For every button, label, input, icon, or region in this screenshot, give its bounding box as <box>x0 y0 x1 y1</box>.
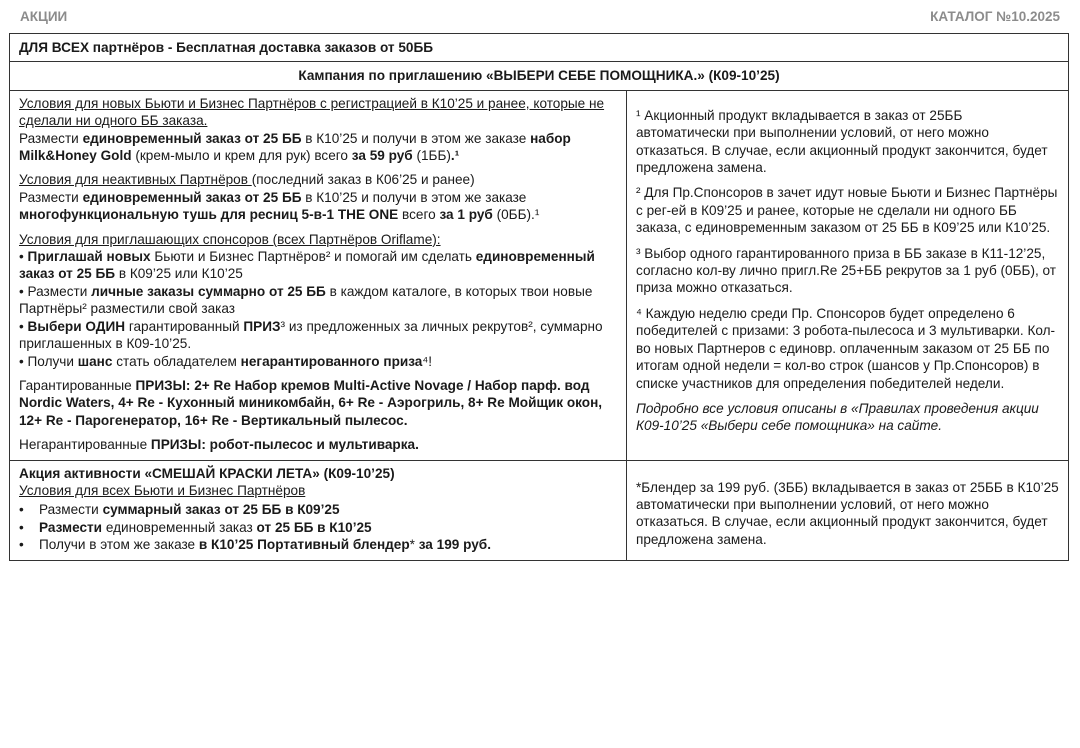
text-run: • <box>19 318 28 334</box>
text-run: суммарный заказ от 25 ББ в К09’25 <box>102 502 340 518</box>
text-run: единовременный заказ <box>102 519 257 535</box>
text-run: (0ББ).¹ <box>492 207 540 223</box>
nonguaranteed-prizes <box>19 436 617 453</box>
rules-reference: Подробно все условия описаны в «Правилах проведения акции К09-10’25 «Выбери себе помощника» на сайте. <box>636 400 1039 434</box>
footnote-4: ⁴ Каждую неделю среди Пр. Спонсоров будет определено 6 победителей с призами: 3 робота-пылесоса и 3 мультиварки. Кол-во новых Партнеров с единовр. оплаченным заказом от 25 ББ по итогам одной недели = кол-во строк (шансов у Пр.Спонсоров) в списке участников для определения победителей недели. <box>636 305 1056 391</box>
text-run: • <box>19 249 28 265</box>
text-run: за 199 руб. <box>418 537 491 553</box>
text-run: многофункциональную тушь для ресниц 5-в-1 THE ONE <box>19 207 399 223</box>
activity-item-3 <box>19 536 617 553</box>
text-run: стать обладателем <box>112 353 241 369</box>
new-partners-text <box>19 130 617 165</box>
text-run: в К10’25 и получи в этом же заказе <box>301 189 527 205</box>
text-run: единовременный заказ от 25 ББ <box>19 249 595 282</box>
text-run: Приглашай новых <box>27 249 151 265</box>
text-run: Размести <box>19 189 83 205</box>
inactive-partners-heading <box>19 171 617 188</box>
text-run: ПРИЗЫ: робот-пылесос и мультиварка. <box>150 437 419 453</box>
inactive-partners-text <box>19 189 617 224</box>
text-run: ⁴! <box>422 353 432 369</box>
activity-subheading: Условия для всех Бьюти и Бизнес Партнёров <box>19 482 306 498</box>
sponsor-bullet-4 <box>19 353 617 370</box>
activity-promo-row <box>10 461 1068 560</box>
campaign-conditions <box>10 91 627 460</box>
activity-item-1 <box>19 501 617 518</box>
text-run: Размести <box>39 519 103 535</box>
text-run: за 59 руб <box>351 148 413 164</box>
activity-footnote <box>627 461 1068 560</box>
free-delivery-row: ДЛЯ ВСЕХ партнёров - Бесплатная доставка заказов от 50ББ <box>10 34 1068 62</box>
text-run: • Получи <box>19 353 78 369</box>
text-run: шанс <box>77 353 113 369</box>
campaign-footnotes <box>627 91 1068 460</box>
footnote-2: ² Для Пр.Спонсоров в зачет идут новые Бьюти и Бизнес Партнёры с рег-ей в К09’25 и ранее, которые не сделали ни одного ББ заказа, с единовременным заказом от 25 ББ в К09’25 или К10’25. <box>636 185 1058 236</box>
text-run: негарантированного приза <box>240 353 423 369</box>
text-run: за 1 руб <box>439 207 493 223</box>
text-run: от 25 ББ в К10’25 <box>256 519 372 535</box>
campaign-row <box>10 91 1068 461</box>
catalog-number: КАТАЛОГ №10.2025 <box>930 9 1060 24</box>
text-run: Получи в этом же заказе <box>39 537 199 553</box>
activity-conditions <box>10 461 627 560</box>
sponsor-bullet-3 <box>19 318 617 353</box>
sponsor-heading: Условия для приглашающих спонсоров (всех Партнёров Oriflame): <box>19 231 441 247</box>
text-run: личные заказы суммарно от 25 ББ <box>91 283 326 299</box>
text-run: Размести <box>39 502 103 518</box>
text-run: (крем-мыло и крем для рук) всего <box>131 148 352 164</box>
text-run: * <box>409 537 419 553</box>
activity-list <box>19 501 617 553</box>
new-partners-heading: Условия для новых Бьюти и Бизнес Партнёров с регистрацией в К10’25 и ранее, которые не сделали ни одного ББ заказа. <box>19 95 605 129</box>
text-run: в К09’25 или К10’25 <box>115 266 243 282</box>
activity-item-2 <box>19 519 617 536</box>
text-run: в К10’25 и получи в этом же заказе <box>301 130 531 146</box>
text-run: всего <box>398 207 440 223</box>
text-run: Выбери ОДИН <box>27 318 126 334</box>
text-run: единовременный заказ от 25 ББ <box>82 130 302 146</box>
text-run: гарантированный <box>125 318 244 334</box>
section-label: АКЦИИ <box>20 9 68 24</box>
blender-note: *Блендер за 199 руб. (3ББ) вкладывается в заказ от 25ББ в К10’25 автоматически при выполнении условий, от него можно отказаться. В случае, если акционный продукт закончится, будет предложена замена. <box>636 479 1059 547</box>
text-run: (1ББ) <box>412 148 451 164</box>
text-run: • Размести <box>19 283 92 299</box>
footnote-3: ³ Выбор одного гарантированного приза в ББ заказе в К11-12’25, согласно кол-ву лично пригл.Re 25+ББ рекрутов за 1 руб (0ББ), от приза можно отказаться. <box>636 245 1057 296</box>
footnote-1: ¹ Акционный продукт вкладывается в заказ от 25ББ автоматически при выполнении условий, от него можно отказаться. В случае, если акционный продукт закончится, будет предложена замена. <box>636 107 1048 176</box>
promotions-table <box>9 33 1069 561</box>
activity-title: Акция активности «СМЕШАЙ КРАСКИ ЛЕТА» (К09-10’25) <box>19 465 395 481</box>
text-run: Негарантированные <box>19 437 151 453</box>
sponsor-bullet-1 <box>19 248 617 283</box>
text-run: Бьюти и Бизнес Партнёров² и помогай им сделать <box>150 249 476 265</box>
text-run: .¹ <box>450 148 460 164</box>
inactive-heading-rest: (последний заказ в К06’25 и ранее) <box>251 172 475 188</box>
text-run: Гарантированные <box>19 377 136 393</box>
text-run: единовременный заказ от 25 ББ <box>82 189 302 205</box>
guaranteed-prizes <box>19 377 617 429</box>
text-run: набор Milk&Honey Gold <box>19 130 571 164</box>
text-run: в К10’25 Портативный блендер <box>198 537 410 553</box>
text-run: ³ из предложенных за личных рекрутов², суммарно приглашенных в К09-10’25. <box>19 318 603 352</box>
text-run: ПРИЗ <box>243 318 281 334</box>
inactive-heading-underlined: Условия для неактивных Партнёров <box>19 172 252 188</box>
text-run: Размести <box>19 130 83 146</box>
campaign-title-row: Кампания по приглашению «ВЫБЕРИ СЕБЕ ПОМОЩНИКА.» (К09-10’25) <box>10 62 1068 90</box>
sponsor-bullet-2 <box>19 283 617 318</box>
text-run: в каждом каталоге, в которых твои новые Партнёры² разместили свой заказ <box>19 283 593 317</box>
text-run: ПРИЗЫ: 2+ Re Набор кремов Multi-Active Novage / Набор парф. вод Nordic Waters, 4+ Re - Кухонный миникомбайн, 6+ Re - Аэрогриль, 8+ Re Мойщик окон, 12+ Re - Парогенератор, 16+ Re - Вертикальный пылесос. <box>19 377 603 428</box>
